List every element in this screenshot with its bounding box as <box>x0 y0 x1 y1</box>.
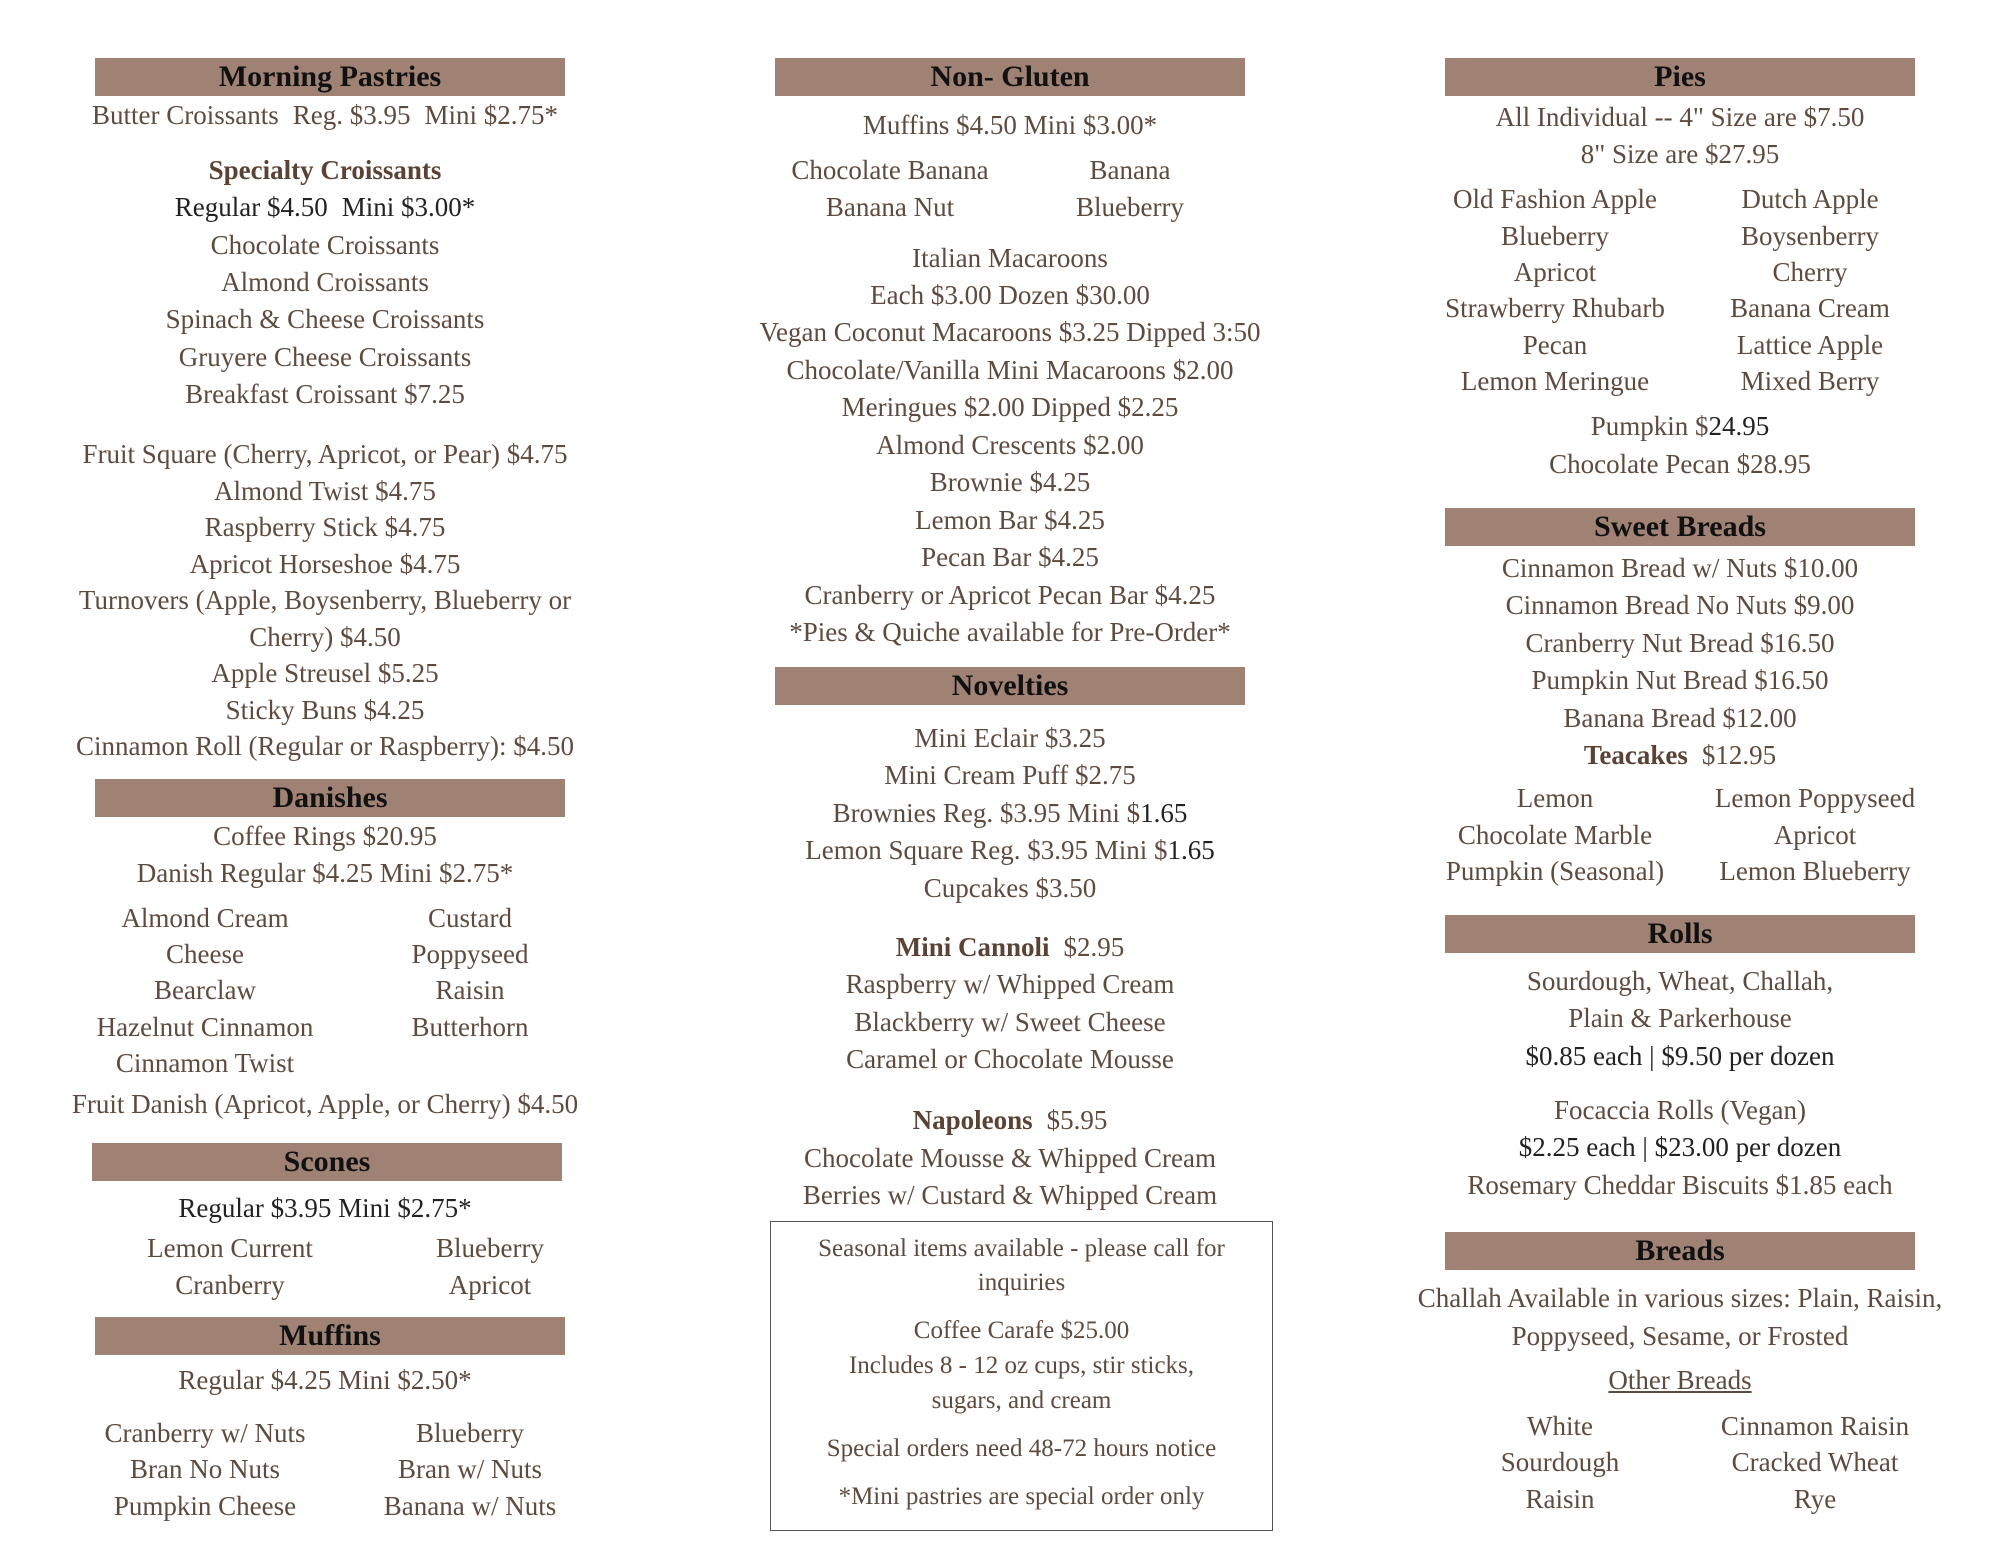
napoleon-item: Berries w/ Custard & Whipped Cream <box>802 1180 1218 1210</box>
bread-item: Sourdough <box>1500 1447 1620 1477</box>
rolls-line: Plain & Parkerhouse <box>1568 1003 1792 1033</box>
pie-item: Pecan <box>1522 330 1588 360</box>
sweet-bread-line: Cinnamon Bread w/ Nuts $10.00 <box>1501 553 1859 583</box>
notice-line: *Mini pastries are special order only <box>838 1483 1205 1510</box>
sweet-bread-line: Banana Bread $12.00 <box>1563 703 1797 733</box>
pie-item: Cherry <box>1772 257 1848 287</box>
pastry-item: Apricot Horseshoe $4.75 <box>189 549 461 579</box>
section-title: Novelties <box>951 669 1069 702</box>
item-text: Pumpkin $ <box>1590 411 1709 441</box>
novelty-cream-puff: Mini Cream Puff $2.75 <box>884 760 1136 790</box>
muffin-item: Blueberry <box>416 1418 524 1448</box>
non-gluten-line: Each $3.00 Dozen $30.00 <box>870 280 1150 310</box>
danish-item: Poppyseed <box>411 939 529 969</box>
danish-item: Hazelnut Cinnamon <box>96 1012 314 1042</box>
breads-line: Challah Available in various sizes: Plain, Raisin, <box>1417 1283 1943 1313</box>
non-gluten-line: Almond Crescents $2.00 <box>876 430 1144 460</box>
non-gluten-line: Cranberry or Apricot Pecan Bar $4.25 <box>804 580 1216 610</box>
item-text: Brownies Reg. $3.95 Mini $ <box>832 798 1141 828</box>
danishes-header <box>95 779 565 817</box>
notice-line: inquiries <box>977 1269 1066 1296</box>
item-mini-price: Mini $2.75* <box>424 100 558 130</box>
pies-line: All Individual -- 4" Size are $7.50 <box>1495 102 1865 132</box>
specialty-croissants-title: Specialty Croissants <box>208 155 442 185</box>
rolls-price: $2.25 each | $23.00 per dozen <box>1518 1132 1842 1162</box>
danish-item: Cinnamon Twist <box>115 1048 295 1078</box>
pastry-item: Fruit Square (Cherry, Apricot, or Pear) $4.75 <box>82 439 568 469</box>
bread-item: Cracked Wheat <box>1731 1447 1899 1477</box>
non-gluten-line: Chocolate/Vanilla Mini Macaroons $2.00 <box>786 355 1234 385</box>
muffins-header <box>95 1317 565 1355</box>
scone-item: Cranberry <box>175 1270 285 1300</box>
novelty-cupcakes: Cupcakes $3.50 <box>923 873 1097 903</box>
danish-line: Coffee Rings $20.95 <box>213 821 437 851</box>
butter-croissants-line <box>60 97 590 133</box>
danish-item: Almond Cream <box>121 903 289 933</box>
pie-item: Apricot <box>1513 257 1597 287</box>
breads-line: Poppyseed, Sesame, or Frosted <box>1511 1321 1849 1351</box>
scones-header <box>92 1143 562 1181</box>
section-title: Pies <box>1654 60 1706 93</box>
non-gluten-item: Chocolate Banana <box>791 155 989 185</box>
specialty-item: Gruyere Cheese Croissants <box>178 342 472 372</box>
pastry-item: Cinnamon Roll (Regular or Raspberry): $4.50 <box>76 731 574 761</box>
muffin-item: Bran No Nuts <box>130 1454 280 1484</box>
subsection-title: Teacakes <box>1583 740 1688 770</box>
rolls-price: $0.85 each | $9.50 per dozen <box>1525 1041 1835 1071</box>
bread-item: Rye <box>1793 1484 1837 1514</box>
item-price: 1.65 <box>1167 835 1215 865</box>
non-gluten-line: Meringues $2.00 Dipped $2.25 <box>841 392 1179 422</box>
muffin-item: Banana w/ Nuts <box>383 1491 557 1521</box>
sweet-bread-line: Pumpkin Nut Bread $16.50 <box>1531 665 1829 695</box>
breads-header <box>1445 1232 1915 1270</box>
section-title: Scones <box>283 1145 371 1178</box>
teacake-item: Lemon Poppyseed <box>1714 783 1916 813</box>
novelty-eclair: Mini Eclair $3.25 <box>914 723 1106 753</box>
item-price: Reg. $3.95 <box>292 100 411 130</box>
notice-line: Includes 8 - 12 oz cups, stir sticks, <box>848 1352 1195 1379</box>
specialty-price-line <box>60 189 590 225</box>
danish-item: Butterhorn <box>411 1012 529 1042</box>
teacake-item: Lemon Blueberry <box>1719 856 1911 886</box>
item-price: $12.95 <box>1701 740 1777 770</box>
pastry-item: Sticky Buns $4.25 <box>225 695 425 725</box>
pie-item: Blueberry <box>1501 221 1609 251</box>
pastry-item: Cherry) $4.50 <box>249 622 401 652</box>
notice-line: Seasonal items available - please call for <box>818 1235 1225 1262</box>
item-price: $5.95 <box>1046 1105 1108 1135</box>
danish-item: Bearclaw <box>154 975 256 1005</box>
notice-line: Coffee Carafe $25.00 <box>913 1317 1130 1344</box>
non-gluten-item: Banana Nut <box>825 192 955 222</box>
notice-line: Special orders need 48-72 hours notice <box>826 1435 1217 1462</box>
section-title: Morning Pastries <box>218 60 442 93</box>
non-gluten-line: Pecan Bar $4.25 <box>921 542 1099 572</box>
teacake-item: Chocolate Marble <box>1457 820 1653 850</box>
bread-item: Raisin <box>1525 1484 1595 1514</box>
cannoli-item: Blackberry w/ Sweet Cheese <box>854 1007 1166 1037</box>
section-title: Rolls <box>1647 917 1713 950</box>
pie-item: Banana Cream <box>1730 293 1890 323</box>
non-gluten-line: Brownie $4.25 <box>929 467 1091 497</box>
danish-item: Raisin <box>435 975 505 1005</box>
pie-item: Strawberry Rhubarb <box>1445 293 1665 323</box>
mini-cannoli-line <box>740 929 1280 965</box>
pie-item: Lemon Meringue <box>1460 366 1650 396</box>
bread-item: White <box>1527 1411 1593 1441</box>
specialty-item: Almond Croissants <box>221 267 429 297</box>
specialty-item: Chocolate Croissants <box>210 230 440 260</box>
section-title: Breads <box>1635 1234 1725 1267</box>
pie-item: Lattice Apple <box>1736 330 1884 360</box>
non-gluten-muffins: Muffins $4.50 Mini $3.00* <box>862 110 1158 140</box>
item-name: Butter Croissants <box>91 100 279 130</box>
sweet-bread-line: Cinnamon Bread No Nuts $9.00 <box>1505 590 1855 620</box>
scone-item: Apricot <box>448 1270 532 1300</box>
pastry-item: Apple Streusel $5.25 <box>211 658 439 688</box>
other-breads-title: Other Breads <box>1608 1365 1752 1395</box>
pie-item: Old Fashion Apple <box>1452 184 1657 214</box>
rolls-line: Rosemary Cheddar Biscuits $1.85 each <box>1467 1170 1893 1200</box>
muffins-price: Regular $4.25 Mini $2.50* <box>178 1365 472 1395</box>
item-price: 1.65 <box>1140 798 1188 828</box>
pastry-item: Turnovers (Apple, Boysenberry, Blueberry or <box>78 585 572 615</box>
specialty-item: Spinach & Cheese Croissants <box>165 304 485 334</box>
pie-item: Mixed Berry <box>1740 366 1880 396</box>
teacake-item: Lemon <box>1516 783 1594 813</box>
danish-line: Danish Regular $4.25 Mini $2.75* <box>136 858 514 888</box>
morning-pastries-header <box>95 58 565 96</box>
rolls-line: Focaccia Rolls (Vegan) <box>1554 1095 1806 1125</box>
notice-box <box>770 1221 1273 1531</box>
item-mini-price: Mini $3.00* <box>341 192 476 222</box>
sweet-bread-line: Cranberry Nut Bread $16.50 <box>1525 628 1835 658</box>
section-title: Muffins <box>279 1319 381 1352</box>
rolls-line: Sourdough, Wheat, Challah, <box>1526 966 1834 996</box>
pies-line: 8" Size are $27.95 <box>1580 139 1780 169</box>
fruit-danish-line: Fruit Danish (Apricot, Apple, or Cherry) $4.50 <box>71 1089 579 1119</box>
pumpkin-pie-line <box>1410 408 1950 444</box>
non-gluten-line: *Pies & Quiche available for Pre-Order* <box>789 617 1231 647</box>
non-gluten-line: Vegan Coconut Macaroons $3.25 Dipped 3:50 <box>759 317 1261 347</box>
scone-item: Blueberry <box>436 1233 544 1263</box>
pastry-item: Raspberry Stick $4.75 <box>204 512 446 542</box>
specialty-item: Breakfast Croissant $7.25 <box>185 379 465 409</box>
non-gluten-item: Banana <box>1089 155 1171 185</box>
notice-line: sugars, and cream <box>931 1387 1112 1414</box>
pie-item: Dutch Apple <box>1741 184 1879 214</box>
muffin-item: Cranberry w/ Nuts <box>104 1418 306 1448</box>
item-price: $2.95 <box>1063 932 1125 962</box>
muffin-item: Pumpkin Cheese <box>113 1491 297 1521</box>
section-title: Danishes <box>272 781 388 814</box>
cannoli-item: Caramel or Chocolate Mousse <box>846 1044 1174 1074</box>
cannoli-item: Raspberry w/ Whipped Cream <box>845 969 1175 999</box>
danish-item: Custard <box>428 903 512 933</box>
rolls-header <box>1445 915 1915 953</box>
sweet-breads-header <box>1445 508 1915 546</box>
scone-item: Lemon Current <box>147 1233 313 1263</box>
novelty-brownies <box>740 795 1280 831</box>
non-gluten-header <box>775 58 1245 96</box>
section-title: Non- Gluten <box>930 60 1090 93</box>
subsection-title: Napoleons <box>912 1105 1033 1135</box>
novelties-header <box>775 667 1245 705</box>
non-gluten-line: Italian Macaroons <box>912 243 1108 273</box>
pie-item: Boysenberry <box>1741 221 1879 251</box>
novelty-lemon-square <box>740 832 1280 868</box>
muffin-item: Bran w/ Nuts <box>398 1454 542 1484</box>
scones-price: Regular $3.95 Mini $2.75* <box>178 1193 472 1223</box>
section-title: Sweet Breads <box>1594 510 1766 543</box>
middle-column <box>740 0 1280 1545</box>
teacake-item: Pumpkin (Seasonal) <box>1445 856 1665 886</box>
bread-item: Cinnamon Raisin <box>1720 1411 1910 1441</box>
item-price: Regular $4.50 <box>174 192 328 222</box>
right-column <box>1410 0 1950 1545</box>
non-gluten-item: Blueberry <box>1076 192 1184 222</box>
napoleons-line <box>740 1102 1280 1138</box>
item-text: Lemon Square Reg. $3.95 Mini $ <box>805 835 1168 865</box>
item-price: 24.95 <box>1708 411 1770 441</box>
pies-header <box>1445 58 1915 96</box>
subsection-title: Mini Cannoli <box>895 932 1050 962</box>
teacakes-line <box>1410 737 1950 773</box>
napoleon-item: Chocolate Mousse & Whipped Cream <box>804 1143 1216 1173</box>
pastry-item: Almond Twist $4.75 <box>214 476 436 506</box>
teacake-item: Apricot <box>1773 820 1857 850</box>
non-gluten-line: Lemon Bar $4.25 <box>915 505 1105 535</box>
left-column <box>60 0 590 1545</box>
danish-item: Cheese <box>166 939 244 969</box>
chocolate-pecan-line: Chocolate Pecan $28.95 <box>1549 449 1811 479</box>
